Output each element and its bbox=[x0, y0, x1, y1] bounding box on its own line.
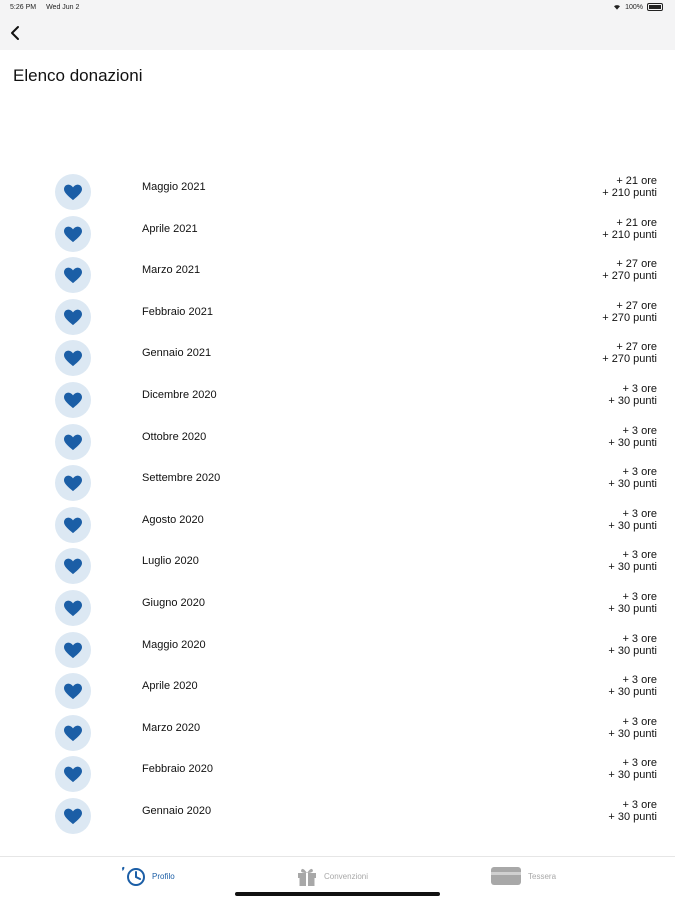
donation-values bbox=[608, 674, 657, 698]
donation-row bbox=[0, 499, 675, 541]
donation-points: + 30 punti bbox=[608, 810, 657, 823]
heart-icon bbox=[63, 433, 83, 451]
donation-hours: + 3 ore bbox=[622, 632, 657, 645]
donation-month: Marzo 2020 bbox=[142, 721, 201, 734]
donation-month: Ottobre 2020 bbox=[142, 430, 207, 443]
page-title: Elenco donazioni bbox=[13, 66, 143, 85]
donation-hours: + 21 ore bbox=[616, 216, 657, 229]
donation-values bbox=[608, 633, 657, 657]
status-time: 5:26 PM bbox=[10, 4, 37, 11]
donation-hours: + 3 ore bbox=[622, 798, 657, 811]
donation-points: + 30 punti bbox=[608, 478, 657, 491]
donation-values bbox=[608, 716, 657, 740]
status-date: Wed Jun 2 bbox=[46, 4, 80, 11]
donation-points: + 30 punti bbox=[608, 561, 657, 574]
tab-profilo[interactable] bbox=[120, 865, 175, 887]
donation-row bbox=[0, 540, 675, 582]
profile-clock-icon bbox=[120, 865, 146, 887]
card-icon bbox=[490, 865, 522, 887]
battery-percent: 100% bbox=[625, 3, 643, 11]
donation-values bbox=[608, 466, 657, 490]
donation-hours: + 3 ore bbox=[622, 507, 657, 520]
donation-points: + 30 punti bbox=[608, 519, 657, 532]
donation-values bbox=[608, 591, 657, 615]
heart-badge bbox=[55, 299, 91, 335]
donation-month: Agosto 2020 bbox=[142, 513, 204, 526]
donation-values bbox=[608, 383, 657, 407]
tab-tessera[interactable] bbox=[490, 865, 556, 887]
heart-icon bbox=[63, 266, 83, 284]
heart-badge bbox=[55, 174, 91, 210]
donation-values bbox=[608, 757, 657, 781]
heart-badge bbox=[55, 715, 91, 751]
wifi-icon bbox=[613, 4, 621, 10]
heart-badge bbox=[55, 548, 91, 584]
heart-badge bbox=[55, 424, 91, 460]
donation-row bbox=[0, 457, 675, 499]
heart-icon bbox=[63, 807, 83, 825]
donation-values bbox=[608, 425, 657, 449]
back-chevron-icon[interactable] bbox=[6, 23, 26, 43]
heart-icon bbox=[63, 682, 83, 700]
donation-hours: + 3 ore bbox=[622, 549, 657, 562]
heart-icon bbox=[63, 474, 83, 492]
donation-points: + 30 punti bbox=[608, 769, 657, 782]
donation-row bbox=[0, 332, 675, 374]
donation-month: Maggio 2021 bbox=[142, 181, 206, 193]
donation-row bbox=[0, 707, 675, 749]
donation-row bbox=[0, 166, 675, 208]
donation-month: Giugno 2020 bbox=[142, 596, 205, 609]
donation-points: + 30 punti bbox=[608, 602, 657, 615]
donation-row bbox=[0, 374, 675, 416]
heart-icon bbox=[63, 516, 83, 534]
tab-convenzioni-label: Convenzioni bbox=[324, 871, 369, 881]
donation-hours: + 27 ore bbox=[616, 258, 657, 271]
donation-hours: + 3 ore bbox=[622, 424, 657, 437]
donation-values bbox=[602, 300, 657, 324]
donation-row bbox=[0, 291, 675, 333]
donation-points: + 270 punti bbox=[602, 270, 657, 283]
heart-badge bbox=[55, 673, 91, 709]
donation-values bbox=[608, 799, 657, 823]
donation-values bbox=[608, 549, 657, 573]
heart-badge bbox=[55, 340, 91, 376]
heart-icon bbox=[63, 641, 83, 659]
donation-hours: + 21 ore bbox=[616, 175, 657, 187]
donation-month: Settembre 2020 bbox=[142, 472, 221, 485]
heart-icon bbox=[63, 391, 83, 409]
donation-hours: + 27 ore bbox=[616, 299, 657, 312]
donation-values bbox=[602, 258, 657, 282]
heart-icon bbox=[63, 765, 83, 783]
donation-row bbox=[0, 748, 675, 790]
heart-icon bbox=[63, 308, 83, 326]
donation-month: Febbraio 2021 bbox=[142, 305, 213, 318]
donation-row bbox=[0, 665, 675, 707]
donation-month: Febbraio 2020 bbox=[142, 763, 213, 776]
gift-icon bbox=[296, 865, 318, 887]
heart-icon bbox=[63, 183, 83, 201]
heart-badge bbox=[55, 382, 91, 418]
status-bar bbox=[0, 0, 675, 16]
heart-icon bbox=[63, 724, 83, 742]
donation-hours: + 27 ore bbox=[616, 341, 657, 354]
donation-values bbox=[602, 341, 657, 365]
heart-badge bbox=[55, 257, 91, 293]
donation-points: + 30 punti bbox=[608, 436, 657, 449]
donation-points: + 30 punti bbox=[608, 727, 657, 740]
donation-points: + 30 punti bbox=[608, 644, 657, 657]
donation-points: + 30 punti bbox=[608, 394, 657, 407]
heart-icon bbox=[63, 599, 83, 617]
donation-hours: + 3 ore bbox=[622, 466, 657, 479]
donation-hours: + 3 ore bbox=[622, 590, 657, 603]
heart-badge bbox=[55, 798, 91, 834]
donation-row bbox=[0, 416, 675, 458]
donation-month: Aprile 2021 bbox=[142, 222, 198, 235]
heart-badge bbox=[55, 756, 91, 792]
home-indicator bbox=[235, 892, 440, 896]
donation-values bbox=[608, 508, 657, 532]
donation-points: + 270 punti bbox=[602, 311, 657, 324]
donation-values bbox=[602, 175, 657, 199]
donation-month: Dicembre 2020 bbox=[142, 388, 217, 401]
donation-hours: + 3 ore bbox=[622, 715, 657, 728]
donation-hours: + 3 ore bbox=[622, 674, 657, 687]
donation-points: + 210 punti bbox=[602, 187, 657, 199]
donation-month: Aprile 2020 bbox=[142, 680, 198, 693]
donation-points: + 30 punti bbox=[608, 686, 657, 699]
battery-icon bbox=[647, 3, 663, 11]
navigation-bar bbox=[0, 16, 675, 50]
donation-month: Gennaio 2021 bbox=[142, 347, 212, 360]
heart-badge bbox=[55, 590, 91, 626]
heart-icon bbox=[63, 225, 83, 243]
donation-row bbox=[0, 790, 675, 832]
donation-row bbox=[0, 249, 675, 291]
donation-points: + 270 punti bbox=[602, 353, 657, 366]
donation-month: Gennaio 2020 bbox=[142, 804, 212, 817]
heart-badge bbox=[55, 632, 91, 668]
donation-month: Luglio 2020 bbox=[142, 555, 199, 568]
donation-points: + 210 punti bbox=[602, 228, 657, 241]
donation-values bbox=[602, 217, 657, 241]
heart-badge bbox=[55, 465, 91, 501]
donation-row bbox=[0, 208, 675, 250]
heart-icon bbox=[63, 349, 83, 367]
donation-row bbox=[0, 582, 675, 624]
donation-month: Marzo 2021 bbox=[142, 264, 201, 277]
donation-hours: + 3 ore bbox=[622, 382, 657, 395]
donation-row bbox=[0, 624, 675, 666]
heart-icon bbox=[63, 557, 83, 575]
donation-month: Maggio 2020 bbox=[142, 638, 206, 651]
heart-badge bbox=[55, 507, 91, 543]
donation-hours: + 3 ore bbox=[622, 757, 657, 770]
tab-tessera-label: Tessera bbox=[528, 871, 557, 881]
tab-profilo-label: Profilo bbox=[152, 871, 175, 881]
heart-badge bbox=[55, 216, 91, 252]
tab-convenzioni[interactable] bbox=[296, 865, 368, 887]
donation-list bbox=[0, 166, 675, 832]
